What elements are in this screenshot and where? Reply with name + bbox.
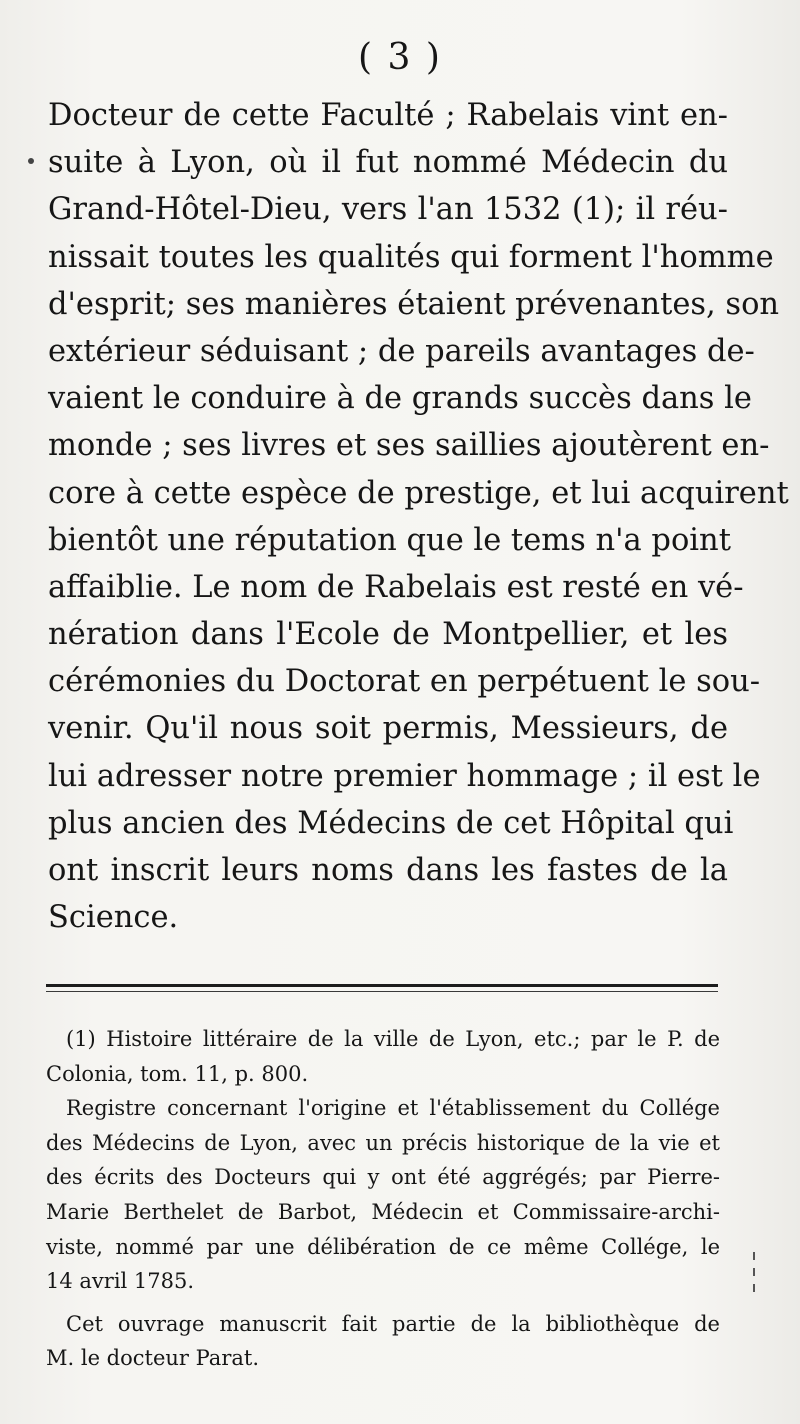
footnote-spacer <box>46 1299 720 1307</box>
footnote-line: Marie Berthelet de Barbot, Médecin et Commissaire-archi- <box>46 1199 720 1224</box>
text-line: nération dans l'Ecole de Montpellier, et les <box>48 617 728 653</box>
text-line: venir. Qu'il nous soit permis, Messieurs, de <box>48 711 728 747</box>
page-number: ( 3 ) <box>358 37 442 78</box>
margin-mark <box>753 1252 755 1260</box>
footnote-line: (1) Histoire littéraire de la ville de Lyon, etc.; par le P. de <box>66 1027 720 1051</box>
text-line: vaient le conduire à de grands succès dans le <box>48 381 752 417</box>
footnote-divider <box>46 984 718 987</box>
footnote-line: viste, nommé par une délibération de ce même Collége, le <box>46 1234 720 1259</box>
footnote-line: 14 avril 1785. <box>46 1269 195 1294</box>
text-line: affaiblie. Le nom de Rabelais est resté en vé- <box>48 569 744 605</box>
text-line: d'esprit; ses manières étaient prévenantes, son <box>48 286 780 322</box>
text-line: suite à Lyon, où il fut nommé Médecin du <box>48 145 728 181</box>
footnote-line: Cet ouvrage manuscrit fait partie de la bibliothèque de <box>66 1311 720 1336</box>
text-line: Science. <box>48 900 179 936</box>
footnote-line: Registre concernant l'origine et l'établissement du Collége <box>66 1096 720 1121</box>
text-line: core à cette espèce de prestige, et lui acquirent <box>48 475 789 511</box>
text-line: extérieur séduisant ; de pareils avantages de- <box>48 333 755 369</box>
footnote-line: M. le docteur Parat. <box>46 1346 260 1371</box>
footnotes <box>46 1022 720 1376</box>
text-line: nissait toutes les qualités qui forment l'homme <box>48 239 774 275</box>
ink-mark <box>28 158 34 164</box>
margin-mark <box>753 1268 755 1276</box>
text-line: lui adresser notre premier hommage ; il est le <box>48 758 761 794</box>
footnote-line: des écrits des Docteurs qui y ont été aggrégés; par Pierre- <box>46 1165 720 1190</box>
text-line: monde ; ses livres et ses saillies ajoutèrent en- <box>48 428 770 464</box>
text-line: ont inscrit leurs noms dans les fastes de la <box>48 853 728 888</box>
text-line: Grand-Hôtel-Dieu, vers l'an 1532 (1); il réu- <box>48 192 728 228</box>
footnote-line: Colonia, tom. 11, p. 800. <box>46 1061 309 1086</box>
text-line: cérémonies du Doctorat en perpétuent le sou- <box>48 664 761 700</box>
text-line: Docteur de cette Faculté ; Rabelais vint en- <box>48 98 728 133</box>
text-line: plus ancien des Médecins de cet Hôpital qui <box>48 805 734 841</box>
main-text <box>48 92 789 941</box>
footnote-line: des Médecins de Lyon, avec un précis historique de la vie et <box>46 1130 720 1155</box>
margin-mark <box>753 1284 755 1292</box>
text-line: bientôt une réputation que le tems n'a point <box>48 522 731 558</box>
footnote-divider-thin <box>46 991 718 992</box>
